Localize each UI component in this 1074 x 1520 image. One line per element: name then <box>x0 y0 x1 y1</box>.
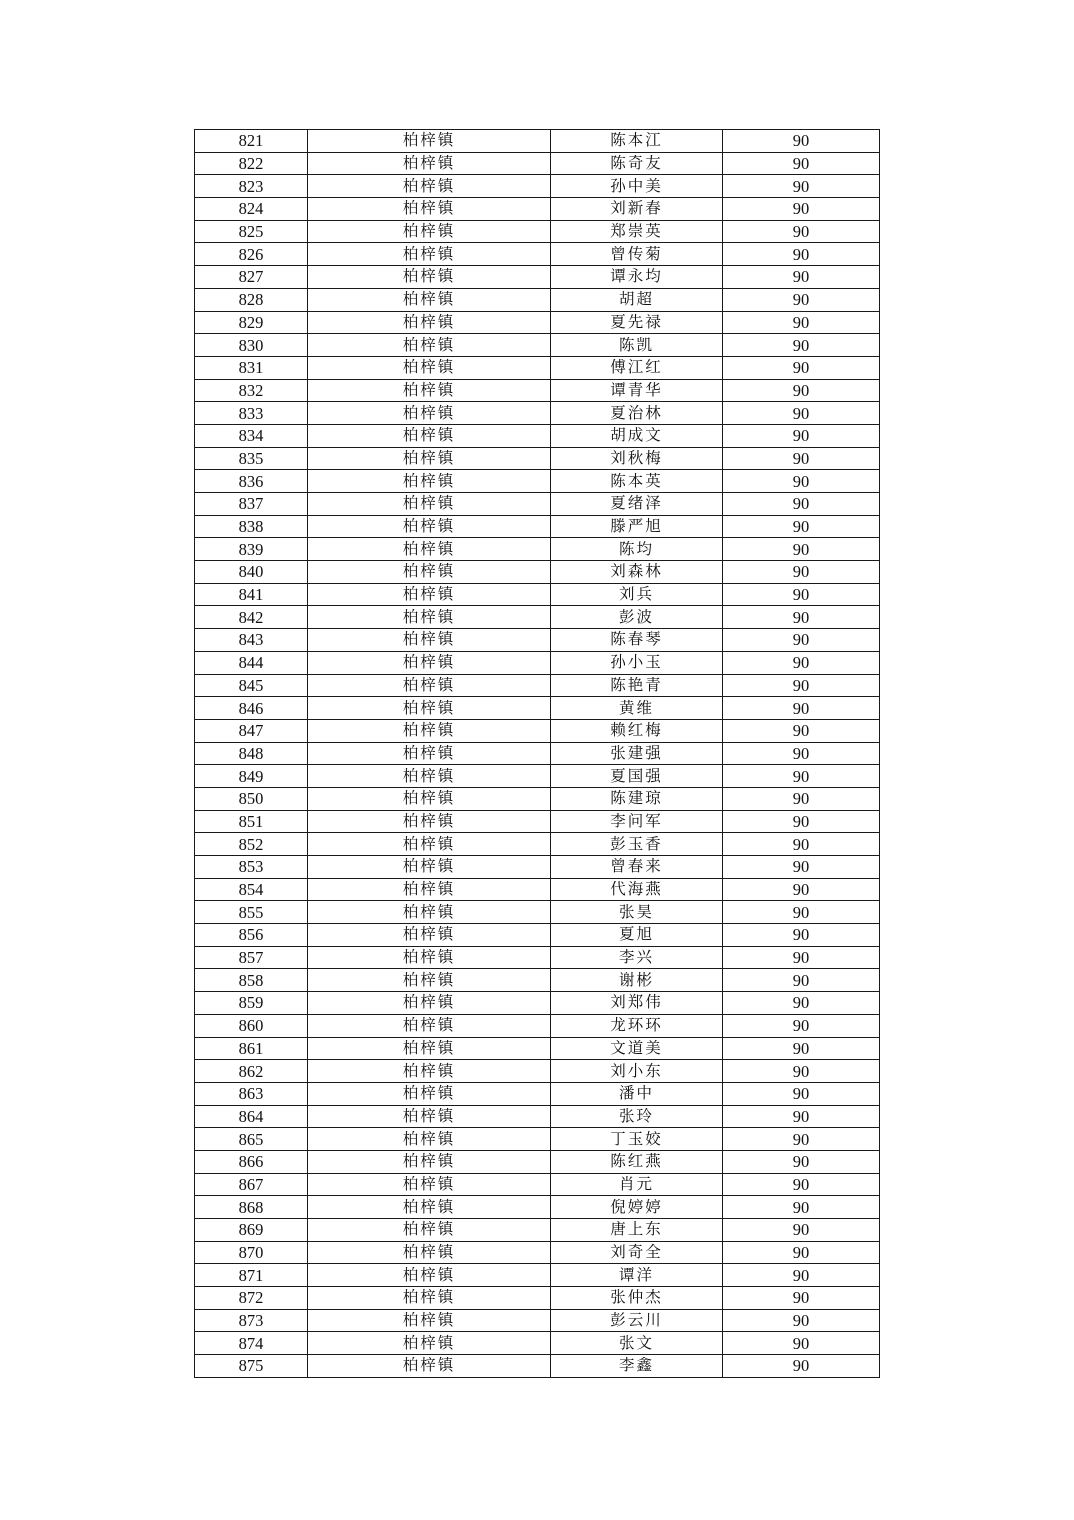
person-name-cell: 张昊 <box>551 901 723 924</box>
person-name-cell: 张文 <box>551 1332 723 1355</box>
row-number-cell: 849 <box>195 765 308 788</box>
town-cell: 柏梓镇 <box>308 152 551 175</box>
person-name-cell: 彭波 <box>551 606 723 629</box>
table-row <box>195 697 880 720</box>
town-cell: 柏梓镇 <box>308 561 551 584</box>
row-number-cell: 868 <box>195 1196 308 1219</box>
town-cell: 柏梓镇 <box>308 878 551 901</box>
town-cell: 柏梓镇 <box>308 629 551 652</box>
score-cell: 90 <box>723 765 880 788</box>
table-row <box>195 175 880 198</box>
score-cell: 90 <box>723 379 880 402</box>
person-name-cell: 刘秋梅 <box>551 447 723 470</box>
town-cell: 柏梓镇 <box>308 742 551 765</box>
score-cell: 90 <box>723 1082 880 1105</box>
table-row <box>195 424 880 447</box>
score-cell: 90 <box>723 152 880 175</box>
person-name-cell: 刘兵 <box>551 583 723 606</box>
table-row <box>195 311 880 334</box>
person-name-cell: 夏先禄 <box>551 311 723 334</box>
person-name-cell: 陈红燕 <box>551 1150 723 1173</box>
roster-table <box>194 129 880 1378</box>
town-cell: 柏梓镇 <box>308 538 551 561</box>
score-cell: 90 <box>723 1196 880 1219</box>
table-row <box>195 1196 880 1219</box>
person-name-cell: 谭永均 <box>551 266 723 289</box>
table-row <box>195 493 880 516</box>
town-cell: 柏梓镇 <box>308 1287 551 1310</box>
town-cell: 柏梓镇 <box>308 1082 551 1105</box>
table-row <box>195 719 880 742</box>
person-name-cell: 刘小东 <box>551 1060 723 1083</box>
person-name-cell: 滕严旭 <box>551 515 723 538</box>
score-cell: 90 <box>723 1309 880 1332</box>
person-name-cell: 刘郑伟 <box>551 992 723 1015</box>
person-name-cell: 彭云川 <box>551 1309 723 1332</box>
person-name-cell: 赖红梅 <box>551 719 723 742</box>
table-row <box>195 1082 880 1105</box>
person-name-cell: 潘中 <box>551 1082 723 1105</box>
town-cell: 柏梓镇 <box>308 697 551 720</box>
person-name-cell: 陈艳青 <box>551 674 723 697</box>
score-cell: 90 <box>723 220 880 243</box>
table-row <box>195 220 880 243</box>
row-number-cell: 838 <box>195 515 308 538</box>
town-cell: 柏梓镇 <box>308 1332 551 1355</box>
row-number-cell: 839 <box>195 538 308 561</box>
score-cell: 90 <box>723 538 880 561</box>
person-name-cell: 刘新春 <box>551 198 723 221</box>
town-cell: 柏梓镇 <box>308 424 551 447</box>
person-name-cell: 刘森林 <box>551 561 723 584</box>
row-number-cell: 853 <box>195 856 308 879</box>
table-row <box>195 924 880 947</box>
row-number-cell: 856 <box>195 924 308 947</box>
town-cell: 柏梓镇 <box>308 674 551 697</box>
person-name-cell: 代海燕 <box>551 878 723 901</box>
table-row <box>195 856 880 879</box>
table-row <box>195 130 880 153</box>
score-cell: 90 <box>723 561 880 584</box>
row-number-cell: 827 <box>195 266 308 289</box>
table-row <box>195 334 880 357</box>
score-cell: 90 <box>723 1264 880 1287</box>
town-cell: 柏梓镇 <box>308 651 551 674</box>
person-name-cell: 彭玉香 <box>551 833 723 856</box>
roster-table-body <box>195 130 880 1378</box>
row-number-cell: 837 <box>195 493 308 516</box>
town-cell: 柏梓镇 <box>308 175 551 198</box>
town-cell: 柏梓镇 <box>308 946 551 969</box>
town-cell: 柏梓镇 <box>308 1241 551 1264</box>
table-row <box>195 561 880 584</box>
score-cell: 90 <box>723 1332 880 1355</box>
table-row <box>195 629 880 652</box>
score-cell: 90 <box>723 266 880 289</box>
town-cell: 柏梓镇 <box>308 266 551 289</box>
score-cell: 90 <box>723 1128 880 1151</box>
town-cell: 柏梓镇 <box>308 1150 551 1173</box>
person-name-cell: 郑崇英 <box>551 220 723 243</box>
row-number-cell: 872 <box>195 1287 308 1310</box>
row-number-cell: 830 <box>195 334 308 357</box>
score-cell: 90 <box>723 1105 880 1128</box>
town-cell: 柏梓镇 <box>308 856 551 879</box>
score-cell: 90 <box>723 674 880 697</box>
score-cell: 90 <box>723 992 880 1015</box>
person-name-cell: 谭洋 <box>551 1264 723 1287</box>
table-row <box>195 1309 880 1332</box>
person-name-cell: 倪婷婷 <box>551 1196 723 1219</box>
row-number-cell: 860 <box>195 1014 308 1037</box>
table-row <box>195 288 880 311</box>
score-cell: 90 <box>723 901 880 924</box>
town-cell: 柏梓镇 <box>308 719 551 742</box>
person-name-cell: 陈均 <box>551 538 723 561</box>
person-name-cell: 胡成文 <box>551 424 723 447</box>
town-cell: 柏梓镇 <box>308 198 551 221</box>
score-cell: 90 <box>723 311 880 334</box>
row-number-cell: 869 <box>195 1219 308 1242</box>
town-cell: 柏梓镇 <box>308 1014 551 1037</box>
score-cell: 90 <box>723 856 880 879</box>
table-row <box>195 1060 880 1083</box>
table-row <box>195 1287 880 1310</box>
row-number-cell: 848 <box>195 742 308 765</box>
person-name-cell: 陈凯 <box>551 334 723 357</box>
table-row <box>195 1355 880 1378</box>
row-number-cell: 822 <box>195 152 308 175</box>
table-row <box>195 765 880 788</box>
table-row <box>195 1014 880 1037</box>
row-number-cell: 855 <box>195 901 308 924</box>
row-number-cell: 874 <box>195 1332 308 1355</box>
row-number-cell: 858 <box>195 969 308 992</box>
table-row <box>195 946 880 969</box>
row-number-cell: 870 <box>195 1241 308 1264</box>
table-row <box>195 901 880 924</box>
row-number-cell: 841 <box>195 583 308 606</box>
row-number-cell: 857 <box>195 946 308 969</box>
row-number-cell: 863 <box>195 1082 308 1105</box>
person-name-cell: 孙中美 <box>551 175 723 198</box>
person-name-cell: 文道美 <box>551 1037 723 1060</box>
person-name-cell: 肖元 <box>551 1173 723 1196</box>
score-cell: 90 <box>723 946 880 969</box>
row-number-cell: 844 <box>195 651 308 674</box>
row-number-cell: 832 <box>195 379 308 402</box>
town-cell: 柏梓镇 <box>308 810 551 833</box>
table-row <box>195 402 880 425</box>
score-cell: 90 <box>723 334 880 357</box>
town-cell: 柏梓镇 <box>308 1264 551 1287</box>
town-cell: 柏梓镇 <box>308 470 551 493</box>
person-name-cell: 曾传菊 <box>551 243 723 266</box>
score-cell: 90 <box>723 719 880 742</box>
score-cell: 90 <box>723 198 880 221</box>
score-cell: 90 <box>723 515 880 538</box>
table-row <box>195 878 880 901</box>
row-number-cell: 861 <box>195 1037 308 1060</box>
table-row <box>195 674 880 697</box>
score-cell: 90 <box>723 447 880 470</box>
town-cell: 柏梓镇 <box>308 311 551 334</box>
town-cell: 柏梓镇 <box>308 220 551 243</box>
row-number-cell: 845 <box>195 674 308 697</box>
row-number-cell: 862 <box>195 1060 308 1083</box>
person-name-cell: 张玲 <box>551 1105 723 1128</box>
table-row <box>195 1105 880 1128</box>
score-cell: 90 <box>723 1014 880 1037</box>
table-row <box>195 606 880 629</box>
person-name-cell: 丁玉姣 <box>551 1128 723 1151</box>
person-name-cell: 夏治林 <box>551 402 723 425</box>
town-cell: 柏梓镇 <box>308 765 551 788</box>
row-number-cell: 867 <box>195 1173 308 1196</box>
score-cell: 90 <box>723 629 880 652</box>
person-name-cell: 曾春来 <box>551 856 723 879</box>
town-cell: 柏梓镇 <box>308 1037 551 1060</box>
person-name-cell: 夏旭 <box>551 924 723 947</box>
table-row <box>195 447 880 470</box>
score-cell: 90 <box>723 493 880 516</box>
person-name-cell: 唐上东 <box>551 1219 723 1242</box>
row-number-cell: 821 <box>195 130 308 153</box>
person-name-cell: 张仲杰 <box>551 1287 723 1310</box>
table-row <box>195 1150 880 1173</box>
table-row <box>195 1173 880 1196</box>
table-row <box>195 379 880 402</box>
score-cell: 90 <box>723 1219 880 1242</box>
row-number-cell: 825 <box>195 220 308 243</box>
row-number-cell: 842 <box>195 606 308 629</box>
row-number-cell: 834 <box>195 424 308 447</box>
row-number-cell: 859 <box>195 992 308 1015</box>
score-cell: 90 <box>723 651 880 674</box>
row-number-cell: 864 <box>195 1105 308 1128</box>
person-name-cell: 刘奇全 <box>551 1241 723 1264</box>
score-cell: 90 <box>723 1287 880 1310</box>
town-cell: 柏梓镇 <box>308 833 551 856</box>
person-name-cell: 傅江红 <box>551 356 723 379</box>
table-row <box>195 152 880 175</box>
table-row <box>195 1128 880 1151</box>
score-cell: 90 <box>723 606 880 629</box>
table-row <box>195 1219 880 1242</box>
person-name-cell: 胡超 <box>551 288 723 311</box>
score-cell: 90 <box>723 288 880 311</box>
person-name-cell: 陈本江 <box>551 130 723 153</box>
row-number-cell: 846 <box>195 697 308 720</box>
row-number-cell: 840 <box>195 561 308 584</box>
person-name-cell: 孙小玉 <box>551 651 723 674</box>
score-cell: 90 <box>723 833 880 856</box>
row-number-cell: 847 <box>195 719 308 742</box>
table-row <box>195 992 880 1015</box>
table-row <box>195 583 880 606</box>
person-name-cell: 陈建琼 <box>551 787 723 810</box>
town-cell: 柏梓镇 <box>308 288 551 311</box>
score-cell: 90 <box>723 402 880 425</box>
score-cell: 90 <box>723 969 880 992</box>
score-cell: 90 <box>723 130 880 153</box>
town-cell: 柏梓镇 <box>308 969 551 992</box>
score-cell: 90 <box>723 697 880 720</box>
row-number-cell: 826 <box>195 243 308 266</box>
table-row <box>195 1037 880 1060</box>
table-row <box>195 1241 880 1264</box>
row-number-cell: 852 <box>195 833 308 856</box>
table-row <box>195 266 880 289</box>
score-cell: 90 <box>723 878 880 901</box>
row-number-cell: 843 <box>195 629 308 652</box>
row-number-cell: 836 <box>195 470 308 493</box>
score-cell: 90 <box>723 1150 880 1173</box>
town-cell: 柏梓镇 <box>308 1309 551 1332</box>
person-name-cell: 夏绪泽 <box>551 493 723 516</box>
score-cell: 90 <box>723 742 880 765</box>
score-cell: 90 <box>723 924 880 947</box>
table-row <box>195 470 880 493</box>
row-number-cell: 875 <box>195 1355 308 1378</box>
table-row <box>195 787 880 810</box>
town-cell: 柏梓镇 <box>308 1105 551 1128</box>
person-name-cell: 李问军 <box>551 810 723 833</box>
table-row <box>195 651 880 674</box>
town-cell: 柏梓镇 <box>308 379 551 402</box>
town-cell: 柏梓镇 <box>308 924 551 947</box>
town-cell: 柏梓镇 <box>308 130 551 153</box>
person-name-cell: 龙环环 <box>551 1014 723 1037</box>
table-row <box>195 1264 880 1287</box>
score-cell: 90 <box>723 470 880 493</box>
row-number-cell: 833 <box>195 402 308 425</box>
person-name-cell: 黄维 <box>551 697 723 720</box>
town-cell: 柏梓镇 <box>308 1355 551 1378</box>
town-cell: 柏梓镇 <box>308 243 551 266</box>
person-name-cell: 谭青华 <box>551 379 723 402</box>
row-number-cell: 828 <box>195 288 308 311</box>
table-row <box>195 969 880 992</box>
person-name-cell: 张建强 <box>551 742 723 765</box>
row-number-cell: 871 <box>195 1264 308 1287</box>
score-cell: 90 <box>723 243 880 266</box>
score-cell: 90 <box>723 810 880 833</box>
table-row <box>195 356 880 379</box>
town-cell: 柏梓镇 <box>308 606 551 629</box>
row-number-cell: 823 <box>195 175 308 198</box>
table-row <box>195 810 880 833</box>
person-name-cell: 谢彬 <box>551 969 723 992</box>
table-row <box>195 243 880 266</box>
row-number-cell: 851 <box>195 810 308 833</box>
table-row <box>195 833 880 856</box>
town-cell: 柏梓镇 <box>308 356 551 379</box>
town-cell: 柏梓镇 <box>308 447 551 470</box>
person-name-cell: 陈本英 <box>551 470 723 493</box>
row-number-cell: 873 <box>195 1309 308 1332</box>
town-cell: 柏梓镇 <box>308 334 551 357</box>
score-cell: 90 <box>723 583 880 606</box>
town-cell: 柏梓镇 <box>308 583 551 606</box>
score-cell: 90 <box>723 1037 880 1060</box>
town-cell: 柏梓镇 <box>308 1219 551 1242</box>
row-number-cell: 865 <box>195 1128 308 1151</box>
score-cell: 90 <box>723 1241 880 1264</box>
row-number-cell: 829 <box>195 311 308 334</box>
person-name-cell: 陈春琴 <box>551 629 723 652</box>
row-number-cell: 866 <box>195 1150 308 1173</box>
score-cell: 90 <box>723 787 880 810</box>
town-cell: 柏梓镇 <box>308 402 551 425</box>
row-number-cell: 824 <box>195 198 308 221</box>
table-row <box>195 198 880 221</box>
person-name-cell: 李鑫 <box>551 1355 723 1378</box>
town-cell: 柏梓镇 <box>308 787 551 810</box>
town-cell: 柏梓镇 <box>308 901 551 924</box>
row-number-cell: 850 <box>195 787 308 810</box>
table-row <box>195 515 880 538</box>
score-cell: 90 <box>723 1173 880 1196</box>
person-name-cell: 李兴 <box>551 946 723 969</box>
table-row <box>195 1332 880 1355</box>
row-number-cell: 831 <box>195 356 308 379</box>
score-cell: 90 <box>723 1060 880 1083</box>
score-cell: 90 <box>723 175 880 198</box>
table-row <box>195 742 880 765</box>
town-cell: 柏梓镇 <box>308 992 551 1015</box>
score-cell: 90 <box>723 1355 880 1378</box>
town-cell: 柏梓镇 <box>308 1196 551 1219</box>
town-cell: 柏梓镇 <box>308 1128 551 1151</box>
town-cell: 柏梓镇 <box>308 515 551 538</box>
town-cell: 柏梓镇 <box>308 1060 551 1083</box>
score-cell: 90 <box>723 424 880 447</box>
table-row <box>195 538 880 561</box>
person-name-cell: 陈奇友 <box>551 152 723 175</box>
score-cell: 90 <box>723 356 880 379</box>
person-name-cell: 夏国强 <box>551 765 723 788</box>
town-cell: 柏梓镇 <box>308 1173 551 1196</box>
row-number-cell: 854 <box>195 878 308 901</box>
town-cell: 柏梓镇 <box>308 493 551 516</box>
row-number-cell: 835 <box>195 447 308 470</box>
